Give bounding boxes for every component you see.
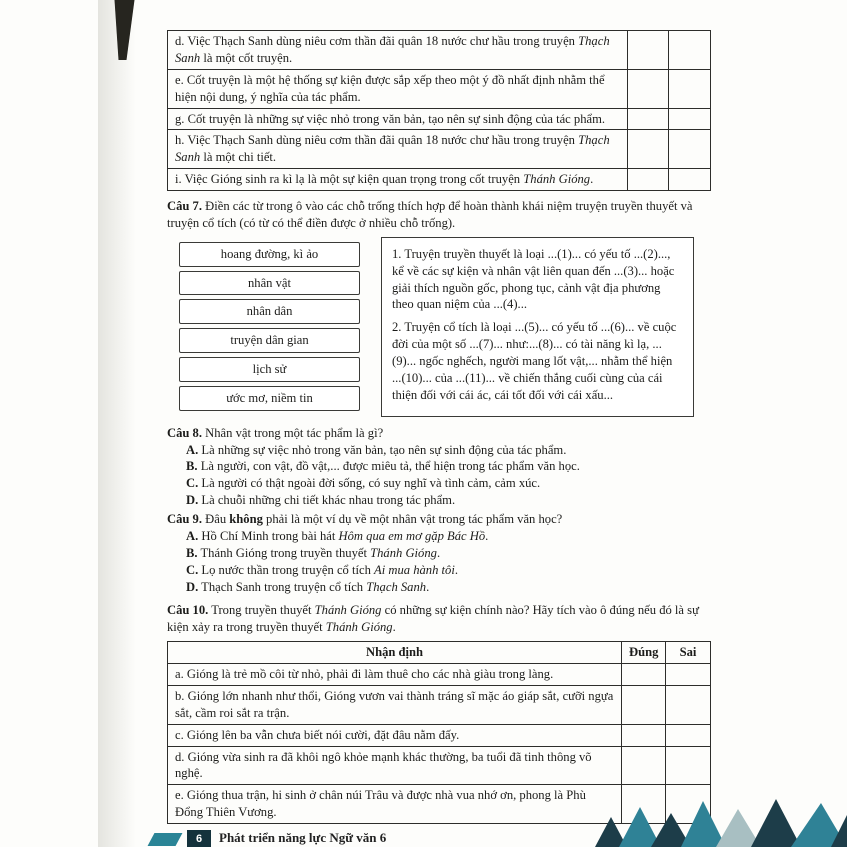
page-number-badge: 6 [187, 830, 211, 847]
word-box: lịch sử [179, 357, 360, 382]
option-a[interactable]: A. Hồ Chí Minh trong bài hát Hôm qua em mơ gặp Bác Hồ. [186, 528, 489, 543]
definition-truyen-thuyet: 1. Truyện truyền thuyết là loại ...(1)... có yếu tố ...(2)..., kể về các sự kiện và nhân vật liên quan đến ...(3)... hoặc giải thích nguồn gốc, phong tục, cảnh vật địa phương theo quan niệm của ...(4)... [392, 246, 675, 312]
option-d[interactable]: D. Thạch Sanh trong truyện cổ tích Thạch Sanh. [186, 579, 430, 594]
question-10-prompt: Câu 10. Trong truyền thuyết Thánh Gióng có những sự kiện chính nào? Hãy tích vào ô đúng nếu đó là sự kiện xảy ra trong truyền thuyết Thánh Gióng. [167, 603, 699, 635]
word-box: truyện dân gian [179, 328, 360, 353]
header-sai: Sai [666, 642, 711, 664]
answer-cell-dung[interactable] [628, 130, 669, 169]
answer-cell-dung[interactable] [622, 746, 666, 785]
table-row [168, 169, 711, 191]
statement-text: a. Gióng là trẻ mồ côi từ nhỏ, phải đi làm thuê cho các nhà giàu trong làng. [168, 664, 622, 686]
statement-text: i. Việc Gióng sinh ra kì lạ là một sự kiện quan trọng trong cốt truyện Thánh Gióng. [168, 169, 628, 191]
option-c[interactable]: C. Là người có thật ngoài đời sống, có suy nghĩ và tình cảm, cảm xúc. [186, 476, 541, 491]
answer-cell-sai[interactable] [666, 785, 711, 824]
header-dung: Đúng [622, 642, 666, 664]
table-row [168, 664, 711, 686]
table-row [168, 685, 711, 724]
table-row [168, 108, 711, 130]
word-box: hoang đường, kì ảo [179, 242, 360, 267]
true-false-table [167, 641, 711, 824]
table-row [168, 785, 711, 824]
statement-text: e. Gióng thua trận, hi sinh ở chân núi Trâu và được nhà vua nhớ ơn, phong là Phù Đổng Thiên Vương. [168, 785, 622, 824]
question-7-prompt: Câu 7. Điền các từ trong ô vào các chỗ trống thích hợp để hoàn thành khái niệm truyện truyền thuyết và truyện cổ tích (có từ có thể điền được ở nhiều chỗ trống). [167, 199, 693, 230]
fill-in-section [167, 237, 710, 417]
option-c[interactable]: C. Lọ nước thần trong truyện cổ tích Ai mua hành tôi. [186, 562, 458, 577]
answer-cell-dung[interactable] [622, 724, 666, 746]
statement-text: d. Việc Thạch Sanh dùng niêu cơm thần đãi quân 18 nước chư hầu trong truyện Thạch Sanh là một cốt truyện. [168, 31, 628, 70]
table-row [168, 746, 711, 785]
answer-cell-dung[interactable] [628, 169, 669, 191]
table-header-row [168, 642, 711, 664]
answer-cell-dung[interactable] [622, 785, 666, 824]
statement-text: d. Gióng vừa sinh ra đã khôi ngô khỏe mạnh khác thường, ba tuổi đã tinh thông võ nghệ. [168, 746, 622, 785]
statement-table [167, 30, 711, 191]
answer-cell-sai[interactable] [666, 664, 711, 686]
question-8 [167, 425, 710, 509]
option-d[interactable]: D. Là chuỗi những chi tiết khác nhau trong tác phẩm. [186, 493, 456, 508]
answer-cell-dung[interactable] [622, 664, 666, 686]
answer-cell-dung[interactable] [622, 685, 666, 724]
question-9 [167, 511, 710, 595]
question-9-prompt: Câu 9. Đâu không phải là một ví dụ về một nhân vật trong tác phẩm văn học? [167, 512, 563, 526]
word-bank [179, 237, 360, 417]
option-b[interactable]: B. Là người, con vật, đồ vật,... được miêu tả, thể hiện trong tác phẩm văn học. [186, 459, 580, 474]
statement-text: c. Gióng lên ba vẫn chưa biết nói cười, đặt đâu nằm đấy. [168, 724, 622, 746]
statement-text: h. Việc Thạch Sanh dùng niêu cơm thần đãi quân 18 nước chư hầu trong truyện Thạch Sanh là một chi tiết. [168, 130, 628, 169]
answer-cell-sai[interactable] [669, 108, 711, 130]
question-8-prompt: Câu 8. Nhân vật trong một tác phẩm là gì? [167, 425, 384, 440]
header-nhan-dinh: Nhận định [168, 642, 622, 664]
answer-cell-dung[interactable] [628, 31, 669, 70]
table-row [168, 31, 711, 70]
answer-cell-sai[interactable] [666, 724, 711, 746]
statement-text: b. Gióng lớn nhanh như thổi, Gióng vươn vai thành tráng sĩ mặc áo giáp sắt, cưỡi ngựa sắt, cầm roi sắt ra trận. [168, 685, 622, 724]
definition-box [381, 237, 694, 417]
table-row [168, 69, 711, 108]
option-a[interactable]: A. Là những sự việc nhỏ trong văn bản, tạo nên sự sinh động của tác phẩm. [186, 442, 567, 457]
series-title: Phát triển năng lực Ngữ văn 6 [219, 830, 387, 845]
answer-cell-dung[interactable] [628, 69, 669, 108]
statement-text: g. Cốt truyện là những sự việc nhỏ trong văn bản, tạo nên sự sinh động của tác phẩm. [168, 108, 628, 130]
statement-text: e. Cốt truyện là một hệ thống sự kiện được sắp xếp theo một ý đồ nhất định nhằm thể hiện nội dung, ý nghĩa của tác phẩm. [168, 69, 628, 108]
footer-ribbon-decoration [148, 833, 183, 846]
answer-cell-sai[interactable] [669, 130, 711, 169]
book-edge-shadow [98, 0, 136, 847]
table-row [168, 130, 711, 169]
word-box: ước mơ, niềm tin [179, 386, 360, 411]
word-box: nhân vật [179, 271, 360, 296]
answer-cell-dung[interactable] [628, 108, 669, 130]
answer-cell-sai[interactable] [669, 31, 711, 70]
table-row [168, 724, 711, 746]
word-box: nhân dân [179, 299, 360, 324]
answer-cell-sai[interactable] [666, 746, 711, 785]
definition-co-tich: 2. Truyện cổ tích là loại ...(5)... có yếu tố ...(6)... về cuộc đời của một số ...(7)... như:...(8)... có tài năng kì lạ, ...(9)... ngốc nghếch, người mang lốt vật,... nhằm thể hiện ...(10)... của ...(11)... về chiến thắng cuối cùng của cái thiện đối với cái ác, cái tốt đối với cái xấu... [392, 320, 677, 402]
page-content [167, 30, 710, 824]
answer-cell-sai[interactable] [669, 169, 711, 191]
answer-cell-sai[interactable] [669, 69, 711, 108]
answer-cell-sai[interactable] [666, 685, 711, 724]
option-b[interactable]: B. Thánh Gióng trong truyền thuyết Thánh Gióng. [186, 545, 441, 560]
